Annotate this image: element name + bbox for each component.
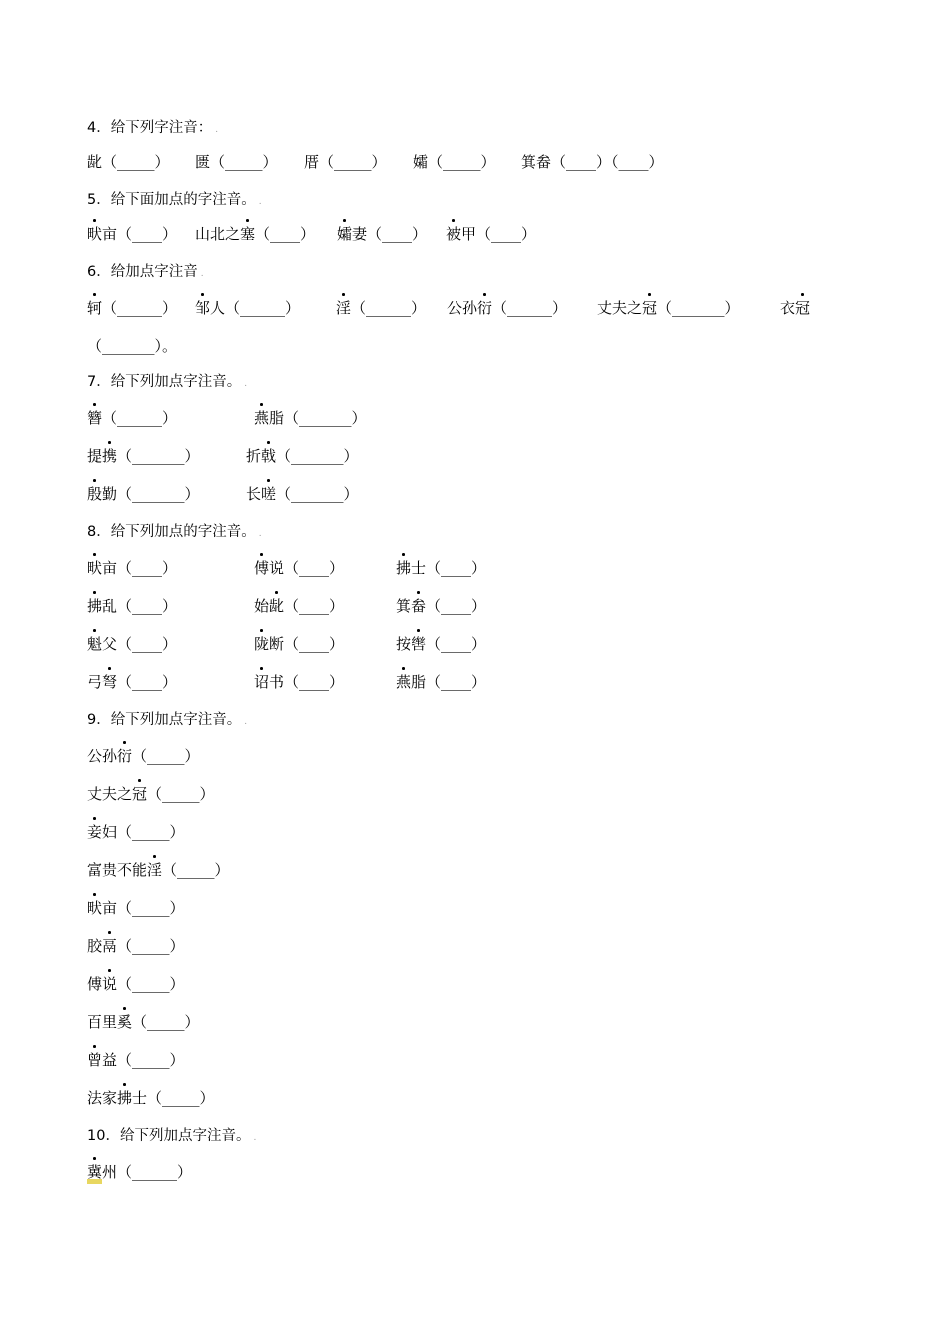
dotted-character: 戟 (261, 444, 276, 468)
dotted-character: 陇 (254, 632, 269, 656)
pinyin-item (413, 150, 496, 174)
answer-blank[interactable]: （_____） (117, 1051, 185, 1069)
pinyin-item (87, 482, 200, 506)
question-prompt: 给下面加点的字注音。 (110, 192, 256, 208)
dotted-character: 弩 (102, 670, 117, 694)
dotted-character: 轲 (87, 296, 102, 320)
word-text: 龀 (87, 153, 103, 171)
answer-row (87, 896, 867, 920)
word-text: 说 (269, 559, 285, 577)
word-text: 脂 (269, 409, 285, 427)
word-text: 亩 (102, 899, 118, 917)
pinyin-item (336, 296, 426, 320)
answer-blank[interactable]: （_____） (147, 785, 215, 803)
answer-blank[interactable]: （____） (117, 673, 178, 691)
pinyin-item (396, 594, 486, 618)
answer-blank[interactable]: （____） (284, 673, 345, 691)
word-text: 厝 (304, 153, 320, 171)
dotted-character: 燕 (396, 670, 411, 694)
word-text: 州 (102, 1163, 118, 1181)
dotted-character: 畚 (411, 594, 426, 618)
pinyin-item (87, 744, 200, 768)
pinyin-item (87, 296, 177, 320)
word-text: 箕 (396, 597, 412, 615)
answer-row (87, 150, 867, 174)
word-text: 妇 (102, 823, 118, 841)
answer-blank[interactable]: （_____） (102, 153, 170, 171)
pinyin-item (87, 1010, 200, 1034)
answer-blank[interactable]: （_____） (117, 937, 185, 955)
word-text: 富贵不能 (87, 861, 148, 879)
pinyin-item (396, 670, 486, 694)
answer-row (87, 406, 867, 430)
pinyin-item (780, 296, 810, 320)
pinyin-item (246, 444, 359, 468)
question-prompt: 给下列加点字注音。 (119, 1128, 251, 1144)
word-text: 长 (246, 485, 262, 503)
answer-row (87, 1086, 867, 1110)
answer-blank[interactable]: （____） (426, 635, 487, 653)
answer-blank[interactable]: （_______） (117, 485, 200, 503)
answer-blank[interactable]: （_______） (117, 447, 200, 465)
dotted-character: 畎 (87, 222, 102, 246)
pinyin-item (87, 972, 185, 996)
answer-row (87, 858, 867, 882)
question-heading (87, 370, 247, 394)
question-number: 7． (87, 374, 111, 390)
word-text: 亩 (102, 559, 118, 577)
answer-blank[interactable]: （_____） (117, 823, 185, 841)
word-text: 亩 (102, 225, 118, 243)
pinyin-item (521, 150, 664, 174)
paragraph-mark: . (258, 197, 262, 207)
pinyin-item (87, 632, 177, 656)
answer-blank[interactable]: （____） (117, 559, 178, 577)
pinyin-item (87, 782, 215, 806)
question-number: 10． (87, 1128, 120, 1144)
dotted-character: 燕 (254, 406, 269, 430)
pinyin-item (195, 150, 278, 174)
answer-row (87, 744, 867, 768)
dotted-character: 拂 (87, 594, 102, 618)
dotted-character: 冀 (87, 1160, 102, 1184)
answer-blank[interactable]: （_____） (117, 899, 185, 917)
word-text: 勤 (102, 485, 118, 503)
word-text: 孀 (413, 153, 429, 171)
answer-blank[interactable]: （____） (117, 635, 178, 653)
answer-row (87, 1010, 867, 1034)
answer-blank[interactable]: （_______） (276, 485, 359, 503)
question-prompt: 给下列加点字注音。 (110, 374, 242, 390)
pinyin-item (87, 444, 200, 468)
answer-blank[interactable]: （______） (492, 299, 568, 317)
pinyin-item (87, 934, 185, 958)
pinyin-item (254, 670, 344, 694)
dotted-character: 衍 (477, 296, 492, 320)
word-text: 脂 (411, 673, 427, 691)
paragraph-mark: . (244, 717, 248, 727)
pinyin-item (337, 222, 427, 246)
pinyin-item (254, 556, 344, 580)
dotted-character: 塞 (240, 222, 255, 246)
pinyin-item (87, 150, 170, 174)
dotted-character: 拂 (396, 556, 411, 580)
paragraph-mark: . (244, 379, 248, 389)
word-text: 法家 (87, 1089, 118, 1107)
word-text: 弓 (87, 673, 103, 691)
answer-row (87, 334, 867, 358)
answer-blank[interactable]: （____） (117, 225, 178, 243)
question-number: 4． (87, 120, 111, 136)
pinyin-item (87, 858, 230, 882)
answer-blank[interactable]: （____） (426, 597, 487, 615)
word-text: 士 (132, 1089, 148, 1107)
answer-blank[interactable]: （____） (367, 225, 428, 243)
pinyin-item (447, 296, 567, 320)
question-number: 8． (87, 524, 111, 540)
word-text: 甲 (461, 225, 477, 243)
answer-row (87, 670, 867, 694)
pinyin-item (396, 632, 486, 656)
dotted-character: 孀 (337, 222, 352, 246)
answer-blank[interactable]: （______） (225, 299, 301, 317)
dotted-character: 拂 (117, 1086, 132, 1110)
answer-blank[interactable]: （____） (426, 559, 487, 577)
dotted-character: 畎 (87, 896, 102, 920)
dotted-character: 诏 (254, 670, 269, 694)
dotted-character: 殷 (87, 482, 102, 506)
dotted-character: 簪 (87, 406, 102, 430)
dotted-character: 被 (446, 222, 461, 246)
answer-blank[interactable]: （_____） (428, 153, 496, 171)
pinyin-item (446, 222, 536, 246)
word-text: 士 (411, 559, 427, 577)
word-text: 丈夫之 (597, 299, 643, 317)
answer-blank[interactable]: （_______）。 (87, 337, 178, 355)
pinyin-item (87, 820, 185, 844)
answer-blank[interactable]: （____） (284, 559, 345, 577)
pinyin-item (254, 632, 344, 656)
question-heading (87, 260, 204, 284)
pinyin-item (195, 296, 300, 320)
answer-blank[interactable]: （_______） (284, 409, 367, 427)
answer-blank[interactable]: （_____） (117, 975, 185, 993)
dotted-character: 嗟 (261, 482, 276, 506)
answer-row (87, 594, 867, 618)
dotted-character: 淫 (147, 858, 162, 882)
pinyin-item (254, 594, 344, 618)
dotted-character: 畎 (87, 556, 102, 580)
pinyin-item (87, 556, 177, 580)
pinyin-item (87, 406, 177, 430)
answer-row (87, 1160, 867, 1184)
dotted-character: 邹 (195, 296, 210, 320)
answer-blank[interactable]: （_______） (657, 299, 740, 317)
answer-blank[interactable]: （______） (351, 299, 427, 317)
dotted-character: 说 (102, 972, 117, 996)
dotted-character: 冠 (642, 296, 657, 320)
paragraph-mark: . (200, 269, 204, 279)
dotted-character: 衍 (117, 744, 132, 768)
dotted-character: 淫 (336, 296, 351, 320)
answer-blank[interactable]: （______） (102, 409, 178, 427)
dotted-character: 冠 (795, 296, 810, 320)
dotted-character: 魁 (87, 632, 102, 656)
answer-blank[interactable]: （_____） (132, 1013, 200, 1031)
word-text: 丈夫之 (87, 785, 133, 803)
question-prompt: 给下列加点字注音。 (110, 712, 242, 728)
answer-blank[interactable]: （_____） (210, 153, 278, 171)
word-text: 公孙 (447, 299, 478, 317)
answer-blank[interactable]: （____） (426, 673, 487, 691)
pinyin-item (246, 482, 359, 506)
word-text: 始 (254, 597, 270, 615)
word-text: 书 (269, 673, 285, 691)
answer-row (87, 782, 867, 806)
answer-blank[interactable]: （____） (255, 225, 316, 243)
word-text: 益 (102, 1051, 118, 1069)
answer-row (87, 222, 867, 246)
pinyin-item (87, 1086, 215, 1110)
question-number: 6． (87, 264, 111, 280)
word-text: 按 (396, 635, 412, 653)
word-text: 箕畚 (521, 153, 552, 171)
answer-row (87, 296, 867, 320)
dotted-character: 奚 (117, 1010, 132, 1034)
word-text: 妻 (352, 225, 368, 243)
question-number: 5． (87, 192, 111, 208)
word-text: 匮 (195, 153, 211, 171)
pinyin-item (87, 594, 177, 618)
word-text: 乱 (102, 597, 118, 615)
answer-blank[interactable]: （_______） (276, 447, 359, 465)
word-text: 公孙 (87, 747, 118, 765)
answer-blank[interactable]: （_____） (132, 747, 200, 765)
word-text: 人 (210, 299, 226, 317)
answer-blank[interactable]: （____） (476, 225, 537, 243)
answer-blank[interactable]: （____）（____） (551, 153, 664, 171)
dotted-character: 傅 (254, 556, 269, 580)
question-prompt: 给下列加点的字注音。 (110, 524, 256, 540)
answer-blank[interactable]: （_____） (319, 153, 387, 171)
question-heading (87, 188, 262, 212)
word-text: 山北之 (195, 225, 241, 243)
answer-blank[interactable]: （____） (284, 597, 345, 615)
question-heading (87, 708, 247, 732)
answer-blank[interactable]: （______） (117, 1163, 193, 1181)
word-text: 傅 (87, 975, 103, 993)
answer-row (87, 482, 867, 506)
pinyin-item (597, 296, 740, 320)
pinyin-item (87, 334, 177, 358)
question-prompt: 给加点字注音 (110, 264, 198, 280)
dotted-character: 冠 (132, 782, 147, 806)
word-text: 百里 (87, 1013, 118, 1031)
pinyin-item (87, 1048, 185, 1072)
answer-row (87, 972, 867, 996)
word-text: 折 (246, 447, 262, 465)
answer-blank[interactable]: （____） (284, 635, 345, 653)
pinyin-item (87, 896, 185, 920)
pinyin-item (195, 222, 315, 246)
dotted-character: 携 (102, 444, 117, 468)
answer-row (87, 632, 867, 656)
dotted-character: 辔 (411, 632, 426, 656)
answer-blank[interactable]: （_____） (147, 1089, 215, 1107)
pinyin-item (87, 670, 177, 694)
dotted-character: 曾 (87, 1048, 102, 1072)
question-heading (87, 520, 262, 544)
word-text: 父 (102, 635, 118, 653)
question-heading (87, 1124, 256, 1148)
word-text: 断 (269, 635, 285, 653)
pinyin-item (87, 1160, 192, 1184)
dotted-character: 妾 (87, 820, 102, 844)
pinyin-item (304, 150, 387, 174)
word-text: 胶 (87, 937, 103, 955)
paragraph-mark: . (215, 125, 219, 135)
question-prompt: 给下列字注音： (110, 120, 213, 136)
word-text: 提 (87, 447, 103, 465)
dotted-character: 鬲 (102, 934, 117, 958)
answer-row (87, 1048, 867, 1072)
answer-blank[interactable]: （_____） (162, 861, 230, 879)
answer-blank[interactable]: （______） (102, 299, 178, 317)
paragraph-mark: . (258, 529, 262, 539)
answer-row (87, 934, 867, 958)
paragraph-mark: . (253, 1133, 257, 1143)
pinyin-item (254, 406, 367, 430)
pinyin-item (87, 222, 177, 246)
pinyin-item (396, 556, 486, 580)
question-heading (87, 116, 218, 140)
answer-row (87, 820, 867, 844)
answer-row (87, 444, 867, 468)
answer-row (87, 556, 867, 580)
dotted-character: 龀 (269, 594, 284, 618)
answer-blank[interactable]: （____） (117, 597, 178, 615)
question-number: 9． (87, 712, 111, 728)
word-text: 衣 (780, 299, 796, 317)
